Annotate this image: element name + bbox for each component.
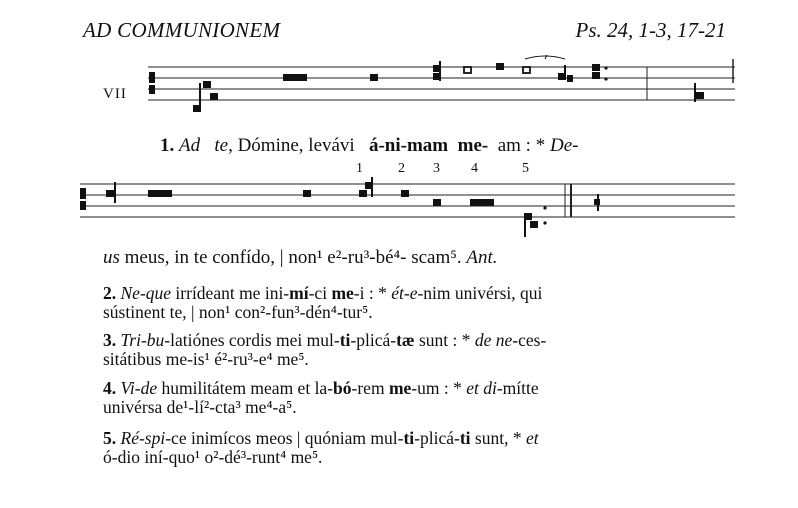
neume xyxy=(303,190,311,197)
neume xyxy=(203,81,211,88)
mode-number: VII xyxy=(103,86,127,102)
verse-5: 5. Ré-spi-ce inimícos meos | quóniam mul-ti-plicá-ti sunt, * et ó-dio iní-quo¹ o²-dé³-runt⁴ me⁵. xyxy=(103,428,539,467)
clef xyxy=(149,72,155,83)
neume xyxy=(283,74,291,81)
neume xyxy=(592,64,600,71)
tone-number: 1 xyxy=(356,161,363,176)
verse-2: 2. Ne-que irrídeant me ini-mí-ci me-i : * ét-e-nim univérsi, qui sústinent te, | non¹ con²-fun³-dén⁴-tur⁵. xyxy=(103,283,543,322)
neume xyxy=(370,74,378,81)
tone-number: 4 xyxy=(471,161,478,176)
neume xyxy=(524,213,532,220)
neume xyxy=(694,83,696,102)
tone-number: 3 xyxy=(433,161,440,176)
staff-1 xyxy=(0,55,798,115)
verse-4: 4. Vi-de humilitátem meam et la-bó-rem me-um : * et di-mítte univérsa de¹-lí²-cta³ me⁴-a⁵. xyxy=(103,378,539,417)
tone-number: 5 xyxy=(522,161,529,176)
lyrics-line-2: us meus, in te confído, | non¹ e²-ru³-bé⁴- scam⁵. Ant. xyxy=(103,247,498,268)
neume xyxy=(210,93,218,100)
neume xyxy=(433,199,441,206)
neume xyxy=(470,199,478,206)
verse-3: 3. Tri-bu-latiónes cordis mei mul-ti-plicá-tæ sunt : * de ne-ces- sitátibus me-is¹ é²-ru³-e⁴ me⁵. xyxy=(103,330,547,369)
clef xyxy=(80,188,86,199)
staff-2 xyxy=(0,177,798,241)
neume xyxy=(106,190,114,197)
neume xyxy=(359,190,367,197)
psalm-reference: Ps. 24, 1-3, 17-21 xyxy=(575,18,726,42)
lyrics-line-1: 1. Ad te, Dómine, levávi á-ni-mam me- am : * De- xyxy=(160,135,579,156)
neume xyxy=(401,190,409,197)
tone-number: 2 xyxy=(398,161,405,176)
chant-title: AD COMMUNIONEM xyxy=(83,18,281,42)
neume xyxy=(148,190,156,197)
